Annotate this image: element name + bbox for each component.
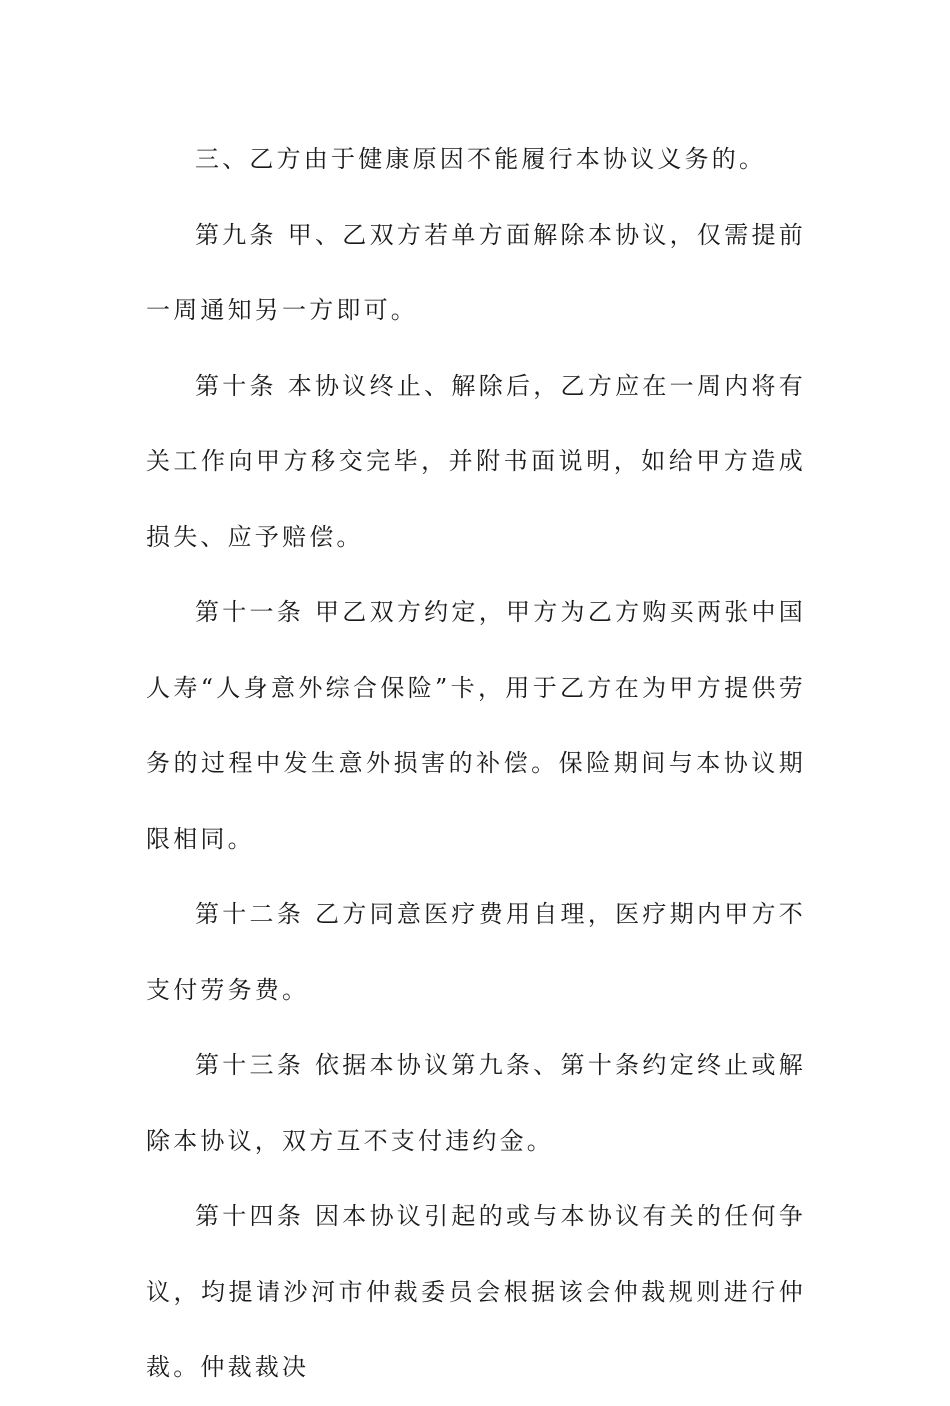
- document-body: [146, 122, 806, 1406]
- paragraph-item-3: 三、乙方由于健康原因不能履行本协议义务的。: [195, 145, 767, 173]
- article-12-paragraph: 第十二条 乙方同意医疗费用自理，医疗期内甲方不支付劳务费。: [146, 900, 806, 1004]
- article-11-paragraph: 第十一条 甲乙双方约定，甲方为乙方购买两张中国人寿“人身意外综合保险”卡，用于乙方在为甲方提供劳务的过程中发生意外损害的补偿。保险期间与本协议期限相同。: [146, 598, 806, 853]
- article-14-paragraph: 第十四条 因本协议引起的或与本协议有关的任何争议，均提请沙河市仲裁委员会根据该会仲裁规则进行仲裁。仲裁裁决: [146, 1202, 806, 1381]
- article-9-paragraph: 第九条 甲、乙双方若单方面解除本协议，仅需提前一周通知另一方即可。: [146, 220, 806, 324]
- article-10-paragraph: 第十条 本协议终止、解除后，乙方应在一周内将有关工作向甲方移交完毕，并附书面说明，如给甲方造成损失、应予赔偿。: [146, 371, 806, 551]
- article-13-paragraph: 第十三条 依据本协议第九条、第十条约定终止或解除本协议，双方互不支付违约金。: [146, 1051, 806, 1155]
